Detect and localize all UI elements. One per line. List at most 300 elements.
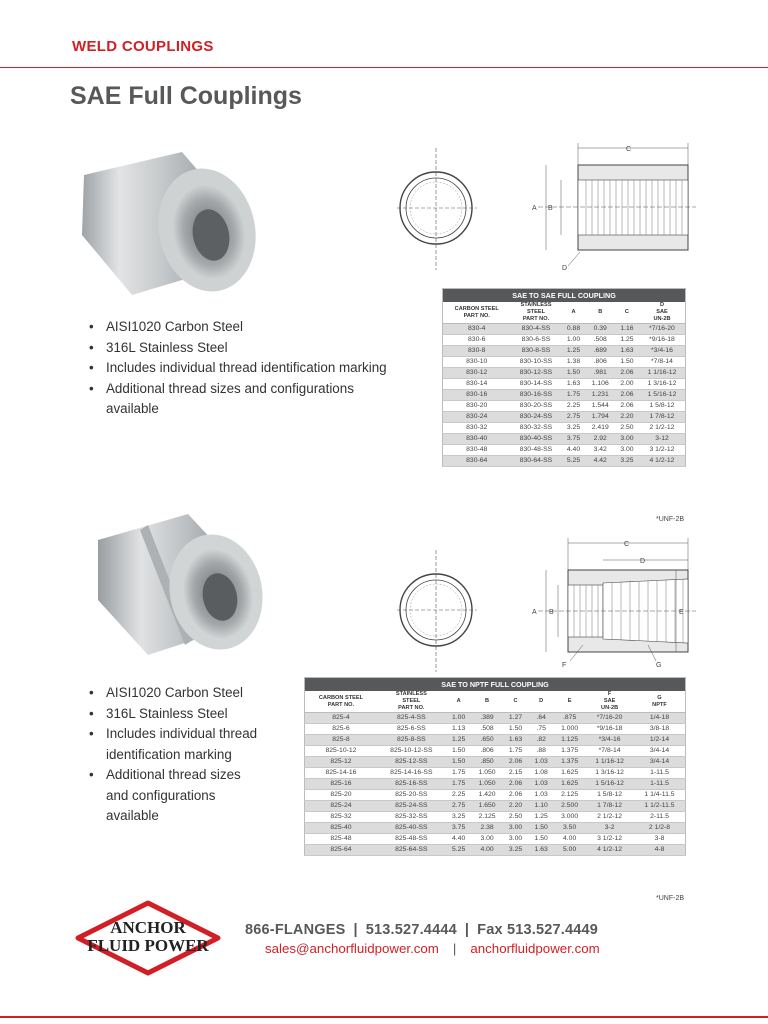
table-cell: 825-14-16: [305, 768, 377, 779]
coupling-end-view-diagram: [392, 148, 482, 270]
table-cell: 830-6: [443, 335, 511, 346]
table-row: [443, 423, 686, 434]
table-cell: 1.50: [446, 746, 472, 757]
table-cell: 1.00: [446, 713, 472, 724]
table-cell: 830-16: [443, 390, 511, 401]
table-cell: 825-10-12-SS: [377, 746, 446, 757]
table-cell: 2.06: [503, 790, 529, 801]
table-cell: .689: [586, 346, 615, 357]
section-label: WELD COUPLINGS: [72, 38, 214, 55]
table-cell: 1.10: [528, 801, 554, 812]
table-cell: 1.50: [503, 724, 529, 735]
table-cell: 1.25: [528, 812, 554, 823]
table-cell: 1.794: [586, 412, 615, 423]
page-title: SAE Full Couplings: [70, 82, 302, 110]
section1-feature-list: [84, 317, 404, 420]
table-row: [305, 768, 686, 779]
contact-web-line: [265, 941, 600, 956]
column-header-line: CARBON STEEL: [318, 694, 363, 701]
table-cell: 1.25: [561, 346, 585, 357]
table-cell: 1.63: [615, 346, 639, 357]
full-coupling-photo: [62, 140, 272, 310]
table-cell: 825-4: [305, 713, 377, 724]
table-cell: 1.050: [471, 768, 502, 779]
table-row: [443, 357, 686, 368]
column-header: [528, 691, 554, 713]
website-link[interactable]: anchorfluidpower.com: [470, 941, 600, 956]
coupling2-end-view-diagram: [392, 550, 482, 672]
column-header-line: D: [539, 698, 544, 704]
table-row: [443, 401, 686, 412]
table-body: [443, 324, 686, 467]
table-cell: 830-12: [443, 368, 511, 379]
table-cell: 1.03: [528, 790, 554, 801]
table-footnote: *UNF-2B: [656, 895, 685, 902]
table-cell: 830-14: [443, 379, 511, 390]
table-cell: 1.106: [586, 379, 615, 390]
column-header: [615, 302, 639, 324]
table-cell: 2.38: [471, 823, 502, 834]
table-row: [305, 713, 686, 724]
table-cell: 1 5/16-12: [639, 390, 686, 401]
table-row: [305, 735, 686, 746]
table-cell: 2.06: [503, 779, 529, 790]
table-cell: 3.00: [503, 834, 529, 845]
table-cell: 830-32-SS: [510, 423, 561, 434]
table-cell: 1.75: [561, 390, 585, 401]
table-cell: 830-20-SS: [510, 401, 561, 412]
column-header-line: PART NO.: [463, 312, 490, 319]
column-header: [503, 691, 529, 713]
table-cell: 1 5/8-12: [585, 790, 634, 801]
dim2-label-f: F: [562, 662, 567, 669]
table-cell: 825-4-SS: [377, 713, 446, 724]
dim-label-a: A: [532, 205, 537, 212]
table-cell: 1.231: [586, 390, 615, 401]
table-cell: 825-48-SS: [377, 834, 446, 845]
column-header-line: STAINLESS: [520, 302, 552, 308]
table-cell: 4 1/2-12: [639, 456, 686, 467]
table-cell: 1.50: [615, 357, 639, 368]
column-header: [585, 691, 634, 713]
dim2-label-c: C: [624, 541, 630, 548]
table-cell: 830-32: [443, 423, 511, 434]
table-cell: .875: [554, 713, 585, 724]
phone-number: 513.527.4444: [365, 922, 457, 938]
anchor-fluid-power-logo: [68, 898, 228, 978]
table-cell: 1/4-18: [634, 713, 686, 724]
feature-item: • AISI1020 Carbon Steel: [84, 317, 404, 338]
table-cell: 825-16: [305, 779, 377, 790]
table-cell: 830-64-SS: [510, 456, 561, 467]
table-cell: 1.544: [586, 401, 615, 412]
feature-item: • 316L Stainless Steel: [84, 704, 266, 725]
sae-nptf-coupling-photo: [78, 500, 278, 670]
column-header: [554, 691, 585, 713]
column-header: [471, 691, 502, 713]
column-header-line: C: [624, 309, 629, 315]
column-header-line: A: [456, 698, 461, 704]
sae-to-sae-table: [442, 288, 686, 467]
table-cell: 2.50: [503, 812, 529, 823]
table-cell: 830-24: [443, 412, 511, 423]
table-cell: 2.500: [554, 801, 585, 812]
column-header-line: F: [607, 691, 612, 697]
table-cell: 825-32-SS: [377, 812, 446, 823]
table-cell: 3.25: [615, 456, 639, 467]
table-cell: 825-12-SS: [377, 757, 446, 768]
table-cell: 3/4-14: [634, 757, 686, 768]
table-cell: 830-14-SS: [510, 379, 561, 390]
table-cell: 1.63: [561, 379, 585, 390]
table-cell: 5.25: [446, 845, 472, 856]
table-cell: 1.75: [503, 746, 529, 757]
column-header: [561, 302, 585, 324]
table-cell: 825-8: [305, 735, 377, 746]
table-cell: 1.27: [503, 713, 529, 724]
table-row: [305, 757, 686, 768]
table-cell: 2.06: [615, 390, 639, 401]
column-header-line: STEEL: [526, 309, 545, 315]
column-header-line: A: [571, 309, 576, 315]
dim2-label-g: G: [656, 662, 662, 669]
column-header-line: B: [598, 309, 603, 315]
table-cell: 1 1/16-12: [639, 368, 686, 379]
table-row: [443, 456, 686, 467]
table-cell: 1.16: [615, 324, 639, 335]
table-row: [443, 335, 686, 346]
table-header-row: [443, 302, 686, 324]
table-cell: 2.06: [615, 401, 639, 412]
table-cell: 1.125: [554, 735, 585, 746]
table-cell: 3 1/2-12: [585, 834, 634, 845]
column-header-line: UN-2B: [653, 316, 671, 322]
column-header-line: G: [657, 694, 662, 701]
logo-line1: ANCHOR: [110, 918, 186, 937]
table-row: [443, 346, 686, 357]
table-cell: 830-4: [443, 324, 511, 335]
table-cell: 825-20-SS: [377, 790, 446, 801]
table-cell: 1.03: [528, 757, 554, 768]
table-cell: 1.38: [561, 357, 585, 368]
dim-label-d: D: [562, 265, 568, 272]
column-header-line: UN-2B: [601, 705, 619, 711]
section2-feature-list: [84, 683, 266, 827]
table-title: SAE TO SAE FULL COUPLING: [443, 289, 686, 303]
table-cell: 2 1/2-12: [639, 423, 686, 434]
table-row: [443, 368, 686, 379]
table-cell: 1.03: [528, 779, 554, 790]
table-cell: 1.375: [554, 746, 585, 757]
table-cell: 1 7/8-12: [639, 412, 686, 423]
table-cell: 2.25: [561, 401, 585, 412]
table-cell: 3.42: [586, 445, 615, 456]
table-cell: 1.63: [528, 845, 554, 856]
column-header: [443, 302, 511, 324]
table-cell: *3/4-16: [585, 735, 634, 746]
table-cell: 0.39: [586, 324, 615, 335]
table-cell: 1.25: [615, 335, 639, 346]
table-cell: 830-8-SS: [510, 346, 561, 357]
table-cell: 3.00: [615, 445, 639, 456]
table-cell: 4.42: [586, 456, 615, 467]
column-header-line: CARBON STEEL: [454, 305, 499, 312]
table-cell: 2.419: [586, 423, 615, 434]
table-cell: 3-12: [639, 434, 686, 445]
table-cell: 1/2-14: [634, 735, 686, 746]
feature-item: • Additional thread sizes and configurations available: [84, 765, 266, 827]
table-row: [443, 434, 686, 445]
table-cell: 1 3/16-12: [585, 768, 634, 779]
table-cell: 1.625: [554, 768, 585, 779]
table-cell: 1.75: [446, 768, 472, 779]
header-divider: [0, 67, 768, 68]
separator: |: [353, 922, 358, 938]
table-cell: *7/16-20: [639, 324, 686, 335]
table-cell: *7/8-14: [585, 746, 634, 757]
table-cell: 830-4-SS: [510, 324, 561, 335]
table-row: [305, 790, 686, 801]
table-cell: 825-16-SS: [377, 779, 446, 790]
column-header-line: SAE: [603, 698, 616, 704]
table-cell: 2.20: [503, 801, 529, 812]
table-cell: 2.75: [446, 801, 472, 812]
table-cell: 3.75: [446, 823, 472, 834]
table-cell: 4.00: [471, 845, 502, 856]
column-header-line: STAINLESS: [395, 691, 427, 697]
table-cell: 830-24-SS: [510, 412, 561, 423]
table-cell: 2 1/2-12: [585, 812, 634, 823]
column-header-line: PART NO.: [522, 316, 550, 322]
table-cell: 0.88: [561, 324, 585, 335]
table-row: [305, 845, 686, 856]
separator: |: [452, 941, 457, 956]
table-cell: 825-10-12: [305, 746, 377, 757]
table-cell: .806: [586, 357, 615, 368]
table-cell: 825-14-16-SS: [377, 768, 446, 779]
column-header: [377, 691, 446, 713]
table-cell: 1 5/16-12: [585, 779, 634, 790]
table-cell: 825-20: [305, 790, 377, 801]
feature-item: • Additional thread sizes and configurations available: [84, 379, 404, 420]
table-cell: 3.50: [554, 823, 585, 834]
table-cell: 825-8-SS: [377, 735, 446, 746]
table-row: [443, 412, 686, 423]
dim-label-b: B: [548, 205, 553, 212]
table-cell: .88: [528, 746, 554, 757]
table-cell: 3.25: [561, 423, 585, 434]
table-cell: 1.08: [528, 768, 554, 779]
table-row: [305, 812, 686, 823]
table-cell: 2.50: [615, 423, 639, 434]
table-cell: 1.50: [528, 823, 554, 834]
table-cell: 3 1/2-12: [639, 445, 686, 456]
table-cell: 2 1/2-8: [634, 823, 686, 834]
column-header: [586, 302, 615, 324]
table-cell: 830-16-SS: [510, 390, 561, 401]
table-cell: 830-8: [443, 346, 511, 357]
table-cell: 2.00: [615, 379, 639, 390]
table-cell: 1.50: [528, 834, 554, 845]
table-cell: 2.92: [586, 434, 615, 445]
table-cell: 1.050: [471, 779, 502, 790]
table-cell: 825-24: [305, 801, 377, 812]
table-cell: 1.625: [554, 779, 585, 790]
dim2-label-b: B: [549, 609, 554, 616]
table-cell: 3/8-18: [634, 724, 686, 735]
table-cell: 1.375: [554, 757, 585, 768]
table-row: [305, 724, 686, 735]
table-row: [305, 779, 686, 790]
column-header-line: B: [485, 698, 490, 704]
dim2-label-d: D: [640, 558, 646, 565]
table-cell: 3.00: [503, 823, 529, 834]
column-header-line: E: [567, 698, 572, 704]
sae-to-nptf-table: [304, 677, 686, 856]
table-cell: 1.00: [561, 335, 585, 346]
table-cell: 1.25: [446, 735, 472, 746]
table-cell: 4-8: [634, 845, 686, 856]
table-cell: 825-40-SS: [377, 823, 446, 834]
column-header-line: D: [659, 302, 665, 308]
table-cell: 1.13: [446, 724, 472, 735]
feature-item: • Includes individual thread identification marking: [84, 358, 404, 379]
table-cell: 5.25: [561, 456, 585, 467]
table-cell: 830-48: [443, 445, 511, 456]
table-cell: 2-11.5: [634, 812, 686, 823]
table-cell: 3.25: [503, 845, 529, 856]
dim-label-c: C: [626, 146, 632, 153]
table-cell: 1.63: [503, 735, 529, 746]
table-cell: 830-20: [443, 401, 511, 412]
footer-divider: [0, 1016, 768, 1018]
table-cell: 830-10-SS: [510, 357, 561, 368]
table-cell: 1 3/16-12: [639, 379, 686, 390]
table-cell: .508: [586, 335, 615, 346]
table-cell: 1.50: [561, 368, 585, 379]
column-header-line: PART NO.: [327, 701, 355, 708]
column-header: [446, 691, 472, 713]
table-cell: 830-40: [443, 434, 511, 445]
table-cell: 3-8: [634, 834, 686, 845]
table-cell: 830-6-SS: [510, 335, 561, 346]
table-cell: 2.125: [554, 790, 585, 801]
table-cell: 3/4-14: [634, 746, 686, 757]
table-cell: 4.00: [554, 834, 585, 845]
feature-item: • AISI1020 Carbon Steel: [84, 683, 266, 704]
table-row: [305, 823, 686, 834]
coupling-section-diagram: [528, 140, 698, 275]
table-cell: *7/16-20: [585, 713, 634, 724]
table-cell: 3.000: [554, 812, 585, 823]
table-cell: 5.00: [554, 845, 585, 856]
table-cell: 1.000: [554, 724, 585, 735]
table-title: SAE TO NPTF FULL COUPLING: [305, 678, 686, 692]
table-cell: 3.00: [615, 434, 639, 445]
table-cell: 4.40: [561, 445, 585, 456]
table-cell: 825-32: [305, 812, 377, 823]
table-cell: 2.25: [446, 790, 472, 801]
table-body: [305, 713, 686, 856]
column-header: [639, 302, 686, 324]
table-cell: 4 1/2-12: [585, 845, 634, 856]
table-cell: .508: [471, 724, 502, 735]
table-cell: 1.420: [471, 790, 502, 801]
table-cell: .806: [471, 746, 502, 757]
table-cell: *3/4-16: [639, 346, 686, 357]
table-row: [443, 390, 686, 401]
separator: |: [464, 922, 470, 938]
dim2-label-a: A: [532, 609, 537, 616]
table-cell: 2.125: [471, 812, 502, 823]
table-footnote: *UNF-2B: [656, 516, 685, 523]
email-link[interactable]: sales@anchorfluidpower.com: [265, 941, 439, 956]
table-cell: 3.75: [561, 434, 585, 445]
tollfree-phone: 866-FLANGES: [245, 922, 346, 938]
table-cell: 825-40: [305, 823, 377, 834]
table-cell: .389: [471, 713, 502, 724]
column-header-line: C: [513, 698, 518, 704]
coupling2-section-diagram: [528, 535, 698, 675]
table-row: [443, 445, 686, 456]
column-header-line: SAE: [656, 309, 668, 315]
table-cell: 2.06: [615, 368, 639, 379]
table-cell: 825-6: [305, 724, 377, 735]
table-header-row: [305, 691, 686, 713]
table-cell: 3-2: [585, 823, 634, 834]
table-cell: 830-64: [443, 456, 511, 467]
table-cell: 1 1/2-11.5: [634, 801, 686, 812]
table-cell: .75: [528, 724, 554, 735]
fax-number: Fax 513.527.4449: [477, 922, 599, 938]
table-row: [443, 324, 686, 335]
table-cell: 3.00: [471, 834, 502, 845]
table-cell: 825-24-SS: [377, 801, 446, 812]
column-header: [634, 691, 686, 713]
table-cell: 830-40-SS: [510, 434, 561, 445]
table-cell: *9/16-18: [639, 335, 686, 346]
table-cell: 825-12: [305, 757, 377, 768]
table-cell: 830-10: [443, 357, 511, 368]
table-cell: 1-11.5: [634, 779, 686, 790]
table-cell: 830-12-SS: [510, 368, 561, 379]
table-cell: .64: [528, 713, 554, 724]
table-cell: 1-11.5: [634, 768, 686, 779]
table-cell: 1 1/4-11.5: [634, 790, 686, 801]
table-cell: 4.40: [446, 834, 472, 845]
table-cell: 825-64-SS: [377, 845, 446, 856]
table-cell: 2.06: [503, 757, 529, 768]
table-cell: 825-64: [305, 845, 377, 856]
dim2-label-e: E: [679, 609, 684, 616]
table-cell: *9/16-18: [585, 724, 634, 735]
column-header-line: NPTF: [652, 701, 667, 708]
contact-phone-line: [245, 922, 598, 938]
table-cell: 1.50: [446, 757, 472, 768]
table-row: [443, 379, 686, 390]
table-cell: 1 5/8-12: [639, 401, 686, 412]
table-cell: 1 1/16-12: [585, 757, 634, 768]
table-cell: 1 7/8-12: [585, 801, 634, 812]
column-header-line: PART NO.: [398, 705, 425, 711]
table-cell: 3.25: [446, 812, 472, 823]
logo-line2: FLUID POWER: [87, 936, 209, 955]
table-cell: 2.20: [615, 412, 639, 423]
table-cell: 1.75: [446, 779, 472, 790]
table-cell: 825-48: [305, 834, 377, 845]
column-header: [510, 302, 561, 324]
table-cell: 2.75: [561, 412, 585, 423]
